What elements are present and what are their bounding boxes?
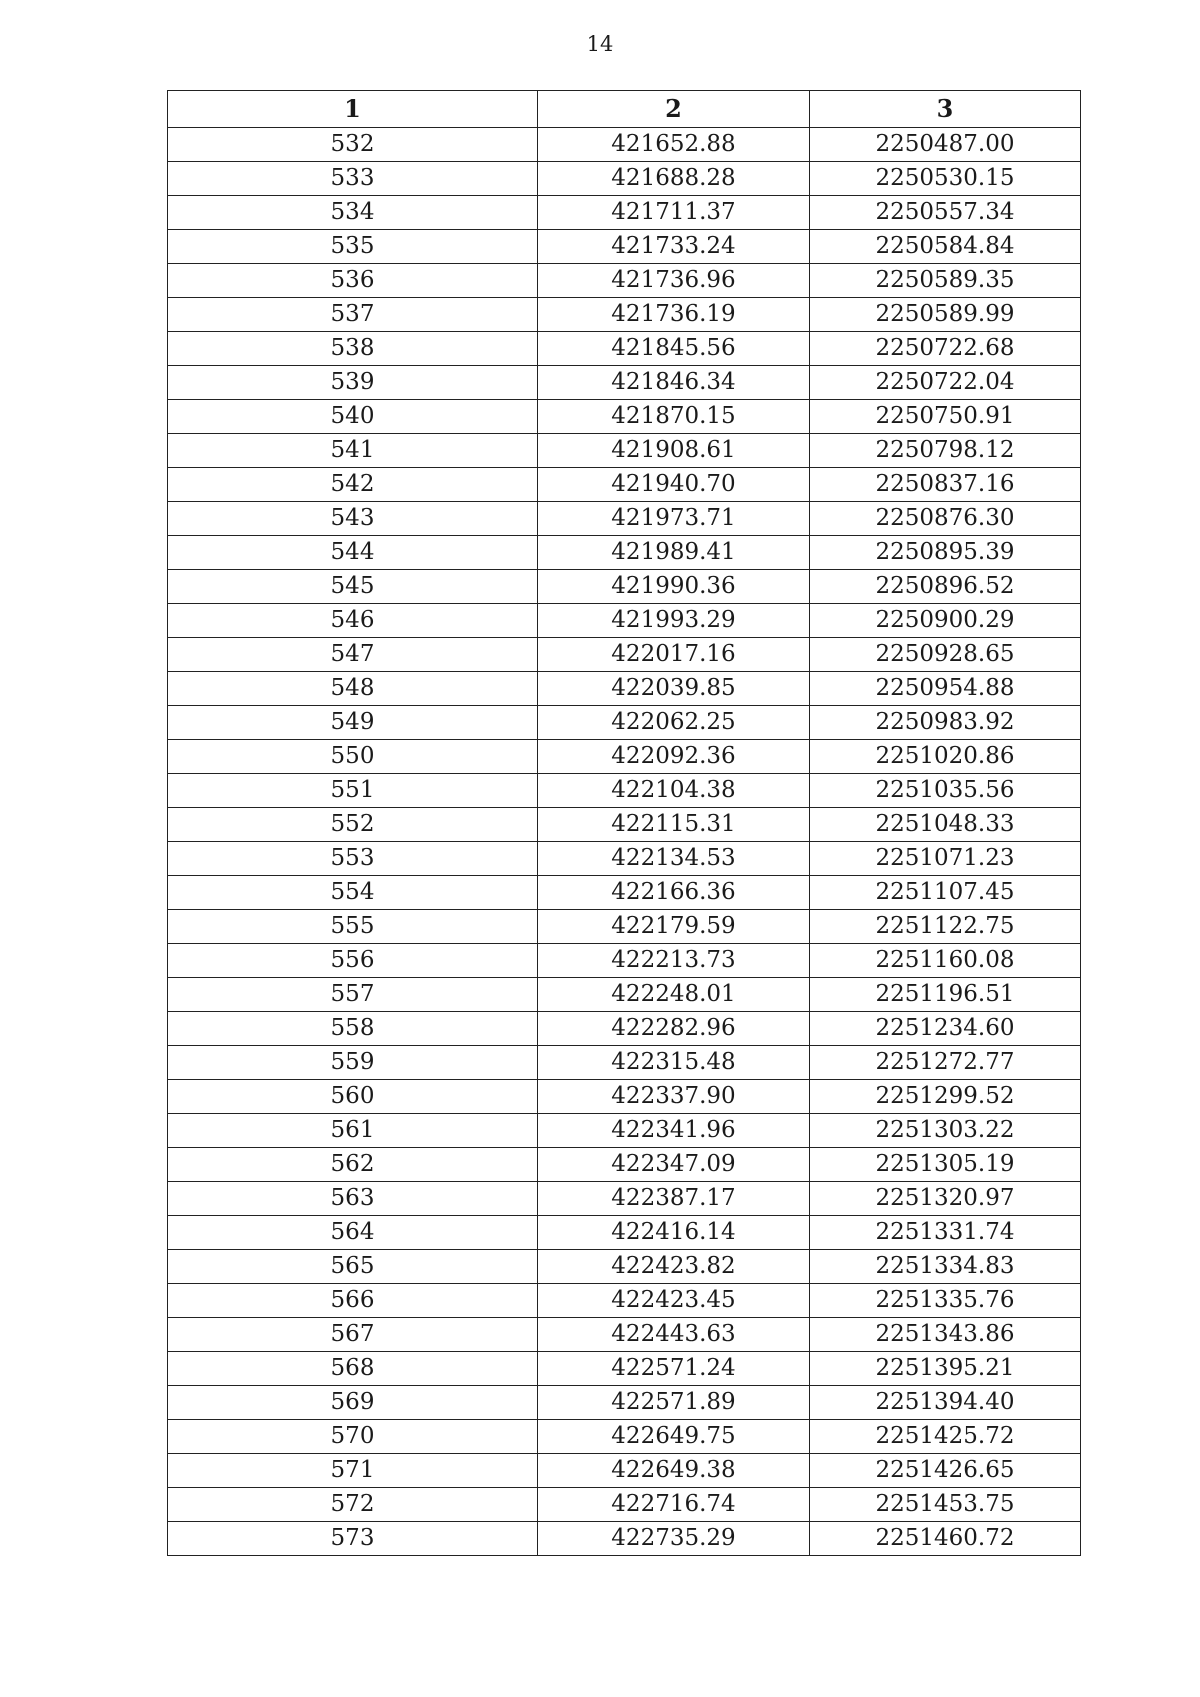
x-coordinate-cell: 422134.53	[538, 842, 810, 876]
point-number-cell: 567	[168, 1318, 538, 1352]
table-row	[168, 1420, 1081, 1454]
table-header	[168, 91, 1081, 128]
x-coordinate-cell: 421870.15	[538, 400, 810, 434]
table-row	[168, 1182, 1081, 1216]
y-coordinate-cell: 2251331.74	[810, 1216, 1081, 1250]
y-coordinate-cell: 2251048.33	[810, 808, 1081, 842]
y-coordinate-cell: 2250798.12	[810, 434, 1081, 468]
point-number-cell: 534	[168, 196, 538, 230]
point-number-cell: 573	[168, 1522, 538, 1556]
point-number-cell: 549	[168, 706, 538, 740]
table-row	[168, 1216, 1081, 1250]
x-coordinate-cell: 421711.37	[538, 196, 810, 230]
table-row	[168, 1318, 1081, 1352]
point-number-cell: 540	[168, 400, 538, 434]
table-row	[168, 366, 1081, 400]
table-row	[168, 706, 1081, 740]
y-coordinate-cell: 2251020.86	[810, 740, 1081, 774]
point-number-cell: 539	[168, 366, 538, 400]
y-coordinate-cell: 2251107.45	[810, 876, 1081, 910]
point-number-cell: 569	[168, 1386, 538, 1420]
coordinates-table	[167, 90, 1081, 1556]
x-coordinate-cell: 422179.59	[538, 910, 810, 944]
point-number-cell: 535	[168, 230, 538, 264]
x-coordinate-cell: 422571.24	[538, 1352, 810, 1386]
x-coordinate-cell: 421989.41	[538, 536, 810, 570]
y-coordinate-cell: 2250722.68	[810, 332, 1081, 366]
point-number-cell: 560	[168, 1080, 538, 1114]
y-coordinate-cell: 2250837.16	[810, 468, 1081, 502]
table-row	[168, 1386, 1081, 1420]
table-row	[168, 978, 1081, 1012]
y-coordinate-cell: 2250876.30	[810, 502, 1081, 536]
x-coordinate-cell: 421845.56	[538, 332, 810, 366]
y-coordinate-cell: 2251234.60	[810, 1012, 1081, 1046]
x-coordinate-cell: 421990.36	[538, 570, 810, 604]
table-row	[168, 1012, 1081, 1046]
y-coordinate-cell: 2251035.56	[810, 774, 1081, 808]
y-coordinate-cell: 2251460.72	[810, 1522, 1081, 1556]
x-coordinate-cell: 422443.63	[538, 1318, 810, 1352]
y-coordinate-cell: 2250557.34	[810, 196, 1081, 230]
y-coordinate-cell: 2250584.84	[810, 230, 1081, 264]
x-coordinate-cell: 422735.29	[538, 1522, 810, 1556]
x-coordinate-cell: 421940.70	[538, 468, 810, 502]
point-number-cell: 555	[168, 910, 538, 944]
y-coordinate-cell: 2251196.51	[810, 978, 1081, 1012]
y-coordinate-cell: 2251071.23	[810, 842, 1081, 876]
y-coordinate-cell: 2250487.00	[810, 128, 1081, 162]
page-number: 14	[586, 32, 614, 56]
x-coordinate-cell: 421736.19	[538, 298, 810, 332]
x-coordinate-cell: 421736.96	[538, 264, 810, 298]
point-number-cell: 536	[168, 264, 538, 298]
x-coordinate-cell: 422423.82	[538, 1250, 810, 1284]
y-coordinate-cell: 2250589.35	[810, 264, 1081, 298]
point-number-cell: 554	[168, 876, 538, 910]
table-row	[168, 1080, 1081, 1114]
y-coordinate-cell: 2251426.65	[810, 1454, 1081, 1488]
y-coordinate-cell: 2251320.97	[810, 1182, 1081, 1216]
y-coordinate-cell: 2251453.75	[810, 1488, 1081, 1522]
y-coordinate-cell: 2251160.08	[810, 944, 1081, 978]
y-coordinate-cell: 2251303.22	[810, 1114, 1081, 1148]
table-row	[168, 162, 1081, 196]
point-number-cell: 556	[168, 944, 538, 978]
table-row	[168, 944, 1081, 978]
table-row	[168, 774, 1081, 808]
point-number-cell: 533	[168, 162, 538, 196]
y-coordinate-cell: 2251335.76	[810, 1284, 1081, 1318]
table-row	[168, 604, 1081, 638]
point-number-cell: 557	[168, 978, 538, 1012]
x-coordinate-cell: 422347.09	[538, 1148, 810, 1182]
x-coordinate-cell: 422341.96	[538, 1114, 810, 1148]
table-row	[168, 502, 1081, 536]
table-row	[168, 910, 1081, 944]
point-number-cell: 568	[168, 1352, 538, 1386]
x-coordinate-cell: 422649.38	[538, 1454, 810, 1488]
table-row	[168, 1352, 1081, 1386]
x-coordinate-cell: 422092.36	[538, 740, 810, 774]
y-coordinate-cell: 2250896.52	[810, 570, 1081, 604]
point-number-cell: 553	[168, 842, 538, 876]
y-coordinate-cell: 2251343.86	[810, 1318, 1081, 1352]
table-row	[168, 638, 1081, 672]
table-row	[168, 400, 1081, 434]
y-coordinate-cell: 2250722.04	[810, 366, 1081, 400]
x-coordinate-cell: 422716.74	[538, 1488, 810, 1522]
y-coordinate-cell: 2250900.29	[810, 604, 1081, 638]
x-coordinate-cell: 422649.75	[538, 1420, 810, 1454]
table-row	[168, 808, 1081, 842]
y-coordinate-cell: 2250530.15	[810, 162, 1081, 196]
point-number-cell: 545	[168, 570, 538, 604]
point-number-cell: 564	[168, 1216, 538, 1250]
table-row	[168, 1284, 1081, 1318]
y-coordinate-cell: 2250928.65	[810, 638, 1081, 672]
x-coordinate-cell: 422416.14	[538, 1216, 810, 1250]
table-body	[168, 128, 1081, 1556]
table-row	[168, 1114, 1081, 1148]
point-number-cell: 571	[168, 1454, 538, 1488]
table-row	[168, 196, 1081, 230]
y-coordinate-cell: 2250954.88	[810, 672, 1081, 706]
x-coordinate-cell: 421973.71	[538, 502, 810, 536]
point-number-cell: 543	[168, 502, 538, 536]
point-number-cell: 546	[168, 604, 538, 638]
table-row	[168, 468, 1081, 502]
x-coordinate-cell: 422166.36	[538, 876, 810, 910]
point-number-cell: 565	[168, 1250, 538, 1284]
table-row	[168, 876, 1081, 910]
point-number-cell: 550	[168, 740, 538, 774]
x-coordinate-cell: 421908.61	[538, 434, 810, 468]
point-number-cell: 570	[168, 1420, 538, 1454]
x-coordinate-cell: 422017.16	[538, 638, 810, 672]
header-cell-point: 1	[168, 91, 538, 128]
table-row	[168, 128, 1081, 162]
x-coordinate-cell: 422213.73	[538, 944, 810, 978]
point-number-cell: 537	[168, 298, 538, 332]
point-number-cell: 538	[168, 332, 538, 366]
y-coordinate-cell: 2251305.19	[810, 1148, 1081, 1182]
header-cell-x: 2	[538, 91, 810, 128]
point-number-cell: 572	[168, 1488, 538, 1522]
header-row	[168, 91, 1081, 128]
point-number-cell: 558	[168, 1012, 538, 1046]
table-row	[168, 264, 1081, 298]
y-coordinate-cell: 2251122.75	[810, 910, 1081, 944]
x-coordinate-cell: 421846.34	[538, 366, 810, 400]
point-number-cell: 562	[168, 1148, 538, 1182]
point-number-cell: 544	[168, 536, 538, 570]
point-number-cell: 561	[168, 1114, 538, 1148]
table-row	[168, 740, 1081, 774]
y-coordinate-cell: 2251272.77	[810, 1046, 1081, 1080]
table-row	[168, 298, 1081, 332]
point-number-cell: 559	[168, 1046, 538, 1080]
point-number-cell: 551	[168, 774, 538, 808]
y-coordinate-cell: 2250983.92	[810, 706, 1081, 740]
point-number-cell: 541	[168, 434, 538, 468]
x-coordinate-cell: 422115.31	[538, 808, 810, 842]
x-coordinate-cell: 422423.45	[538, 1284, 810, 1318]
table-row	[168, 1454, 1081, 1488]
table-row	[168, 230, 1081, 264]
table-row	[168, 1488, 1081, 1522]
x-coordinate-cell: 422104.38	[538, 774, 810, 808]
x-coordinate-cell: 422315.48	[538, 1046, 810, 1080]
y-coordinate-cell: 2251334.83	[810, 1250, 1081, 1284]
point-number-cell: 548	[168, 672, 538, 706]
x-coordinate-cell: 422571.89	[538, 1386, 810, 1420]
point-number-cell: 547	[168, 638, 538, 672]
y-coordinate-cell: 2250589.99	[810, 298, 1081, 332]
table-row	[168, 842, 1081, 876]
x-coordinate-cell: 421993.29	[538, 604, 810, 638]
x-coordinate-cell: 422062.25	[538, 706, 810, 740]
x-coordinate-cell: 422039.85	[538, 672, 810, 706]
point-number-cell: 566	[168, 1284, 538, 1318]
table-row	[168, 1046, 1081, 1080]
x-coordinate-cell: 422282.96	[538, 1012, 810, 1046]
table-row	[168, 332, 1081, 366]
header-cell-y: 3	[810, 91, 1081, 128]
point-number-cell: 542	[168, 468, 538, 502]
table-row	[168, 536, 1081, 570]
table-row	[168, 1148, 1081, 1182]
y-coordinate-cell: 2251395.21	[810, 1352, 1081, 1386]
table-row	[168, 1522, 1081, 1556]
y-coordinate-cell: 2251299.52	[810, 1080, 1081, 1114]
x-coordinate-cell: 422248.01	[538, 978, 810, 1012]
x-coordinate-cell: 422337.90	[538, 1080, 810, 1114]
x-coordinate-cell: 421688.28	[538, 162, 810, 196]
y-coordinate-cell: 2250750.91	[810, 400, 1081, 434]
y-coordinate-cell: 2250895.39	[810, 536, 1081, 570]
x-coordinate-cell: 421733.24	[538, 230, 810, 264]
y-coordinate-cell: 2251394.40	[810, 1386, 1081, 1420]
point-number-cell: 563	[168, 1182, 538, 1216]
point-number-cell: 532	[168, 128, 538, 162]
table-row	[168, 672, 1081, 706]
point-number-cell: 552	[168, 808, 538, 842]
table-row	[168, 570, 1081, 604]
table-row	[168, 1250, 1081, 1284]
x-coordinate-cell: 422387.17	[538, 1182, 810, 1216]
y-coordinate-cell: 2251425.72	[810, 1420, 1081, 1454]
table-row	[168, 434, 1081, 468]
x-coordinate-cell: 421652.88	[538, 128, 810, 162]
